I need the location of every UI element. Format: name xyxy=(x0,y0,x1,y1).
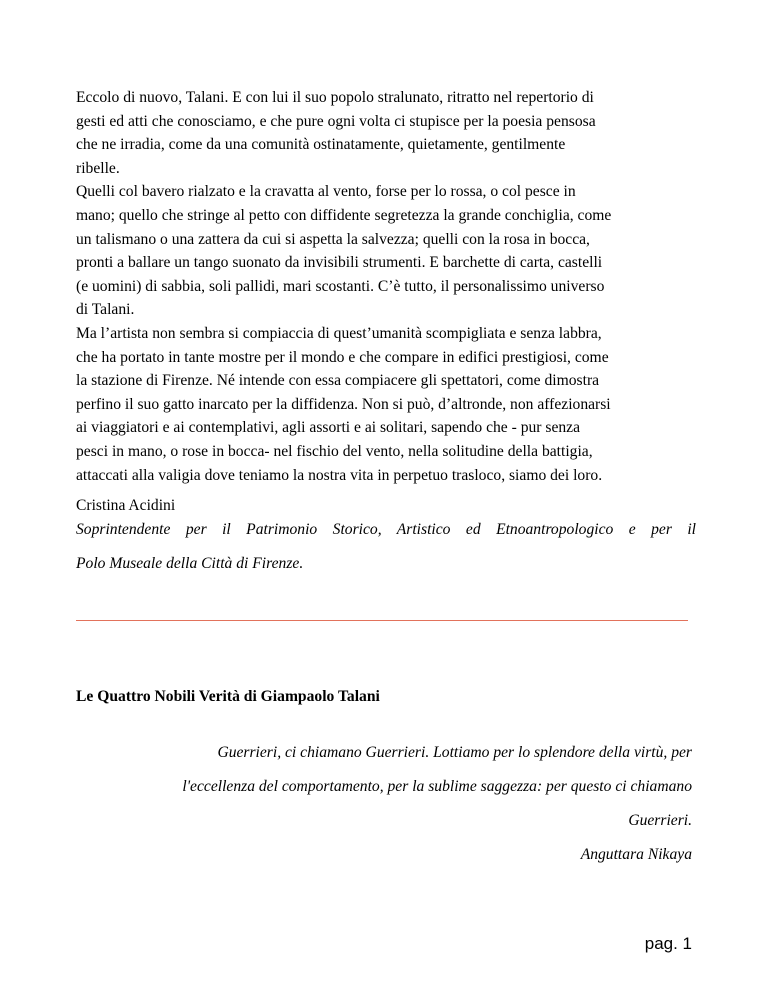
epigraph-line: Guerrieri. xyxy=(628,812,692,829)
intro-line: che ha portato in tante mostre per il mondo e che compare in edifici prestigiosi, come xyxy=(76,348,609,366)
epigraph xyxy=(100,736,692,872)
section-title: Le Quattro Nobili Verità di Giampaolo Talani xyxy=(76,688,380,705)
signature-name: Cristina Acidini xyxy=(76,497,176,514)
intro-line: pronti a ballare un tango suonato da invisibili strumenti. E barchette di carta, castelli xyxy=(76,254,603,272)
intro-line: Eccolo di nuovo, Talani. E con lui il suo popolo stralunato, ritratto nel repertorio di xyxy=(76,89,594,106)
intro-line: che ne irradia, come da una comunità ostinatamente, quietamente, gentilmente xyxy=(76,136,566,154)
signature-role-line: Polo Museale della Città di Firenze. xyxy=(76,555,304,572)
intro-line: Quelli col bavero rialzato e la cravatta al vento, forse per lo rossa, o col pesce in xyxy=(76,183,576,201)
epigraph-line: Guerrieri, ci chiamano Guerrieri. Lottiamo per lo splendore della virtù, per xyxy=(217,744,692,761)
intro-line: mano; quello che stringe al petto con diffidente segretezza la grande conchiglia, come xyxy=(76,206,612,224)
epigraph-line: l'eccellenza del comportamento, per la sublime saggezza: per questo ci chiamano xyxy=(182,778,692,795)
signature-role-line: Soprintendente per il Patrimonio Storico, Artistico ed Etnoantropologico e per il xyxy=(76,521,696,538)
section-divider xyxy=(76,620,688,621)
intro-line: attaccati alla valigia dove teniamo la nostra vita in perpetuo trasloco, siamo dei loro. xyxy=(76,466,603,484)
intro-line: (e uomini) di sabbia, soli pallidi, mari scostanti. C’è tutto, il personalissimo universo xyxy=(76,277,605,295)
intro-line: ai viaggiatori e ai contemplativi, agli assorti e ai solitari, sapendo che - pur senza xyxy=(76,419,581,437)
intro-line: gesti ed atti che conosciamo, e che pure ogni volta ci stupisce per la poesia pensosa xyxy=(76,112,596,130)
intro-line: un talismano o una zattera da cui si aspetta la salvezza; quelli con la rosa in bocca, xyxy=(76,230,590,248)
intro-line: ribelle. xyxy=(76,159,120,177)
signature-block xyxy=(76,494,716,518)
intro-line: pesci in mano, o rose in bocca- nel fischio del vento, nella solitudine della battigia, xyxy=(76,442,593,460)
intro-line: la stazione di Firenze. Né intende con essa compiacere gli spettatori, come dimostra xyxy=(76,372,600,390)
intro-line: Ma l’artista non sembra si compiaccia di quest’umanità scompigliata e senza labbra, xyxy=(76,324,602,342)
intro-line: perfino il suo gatto inarcato per la diffidenza. Non si può, d’altronde, non affezionarsi xyxy=(76,395,611,413)
intro-line: di Talani. xyxy=(76,301,135,319)
intro-paragraph xyxy=(76,86,716,487)
epigraph-source: Anguttara Nikaya xyxy=(580,846,692,863)
page-number: pag. 1 xyxy=(644,934,692,953)
